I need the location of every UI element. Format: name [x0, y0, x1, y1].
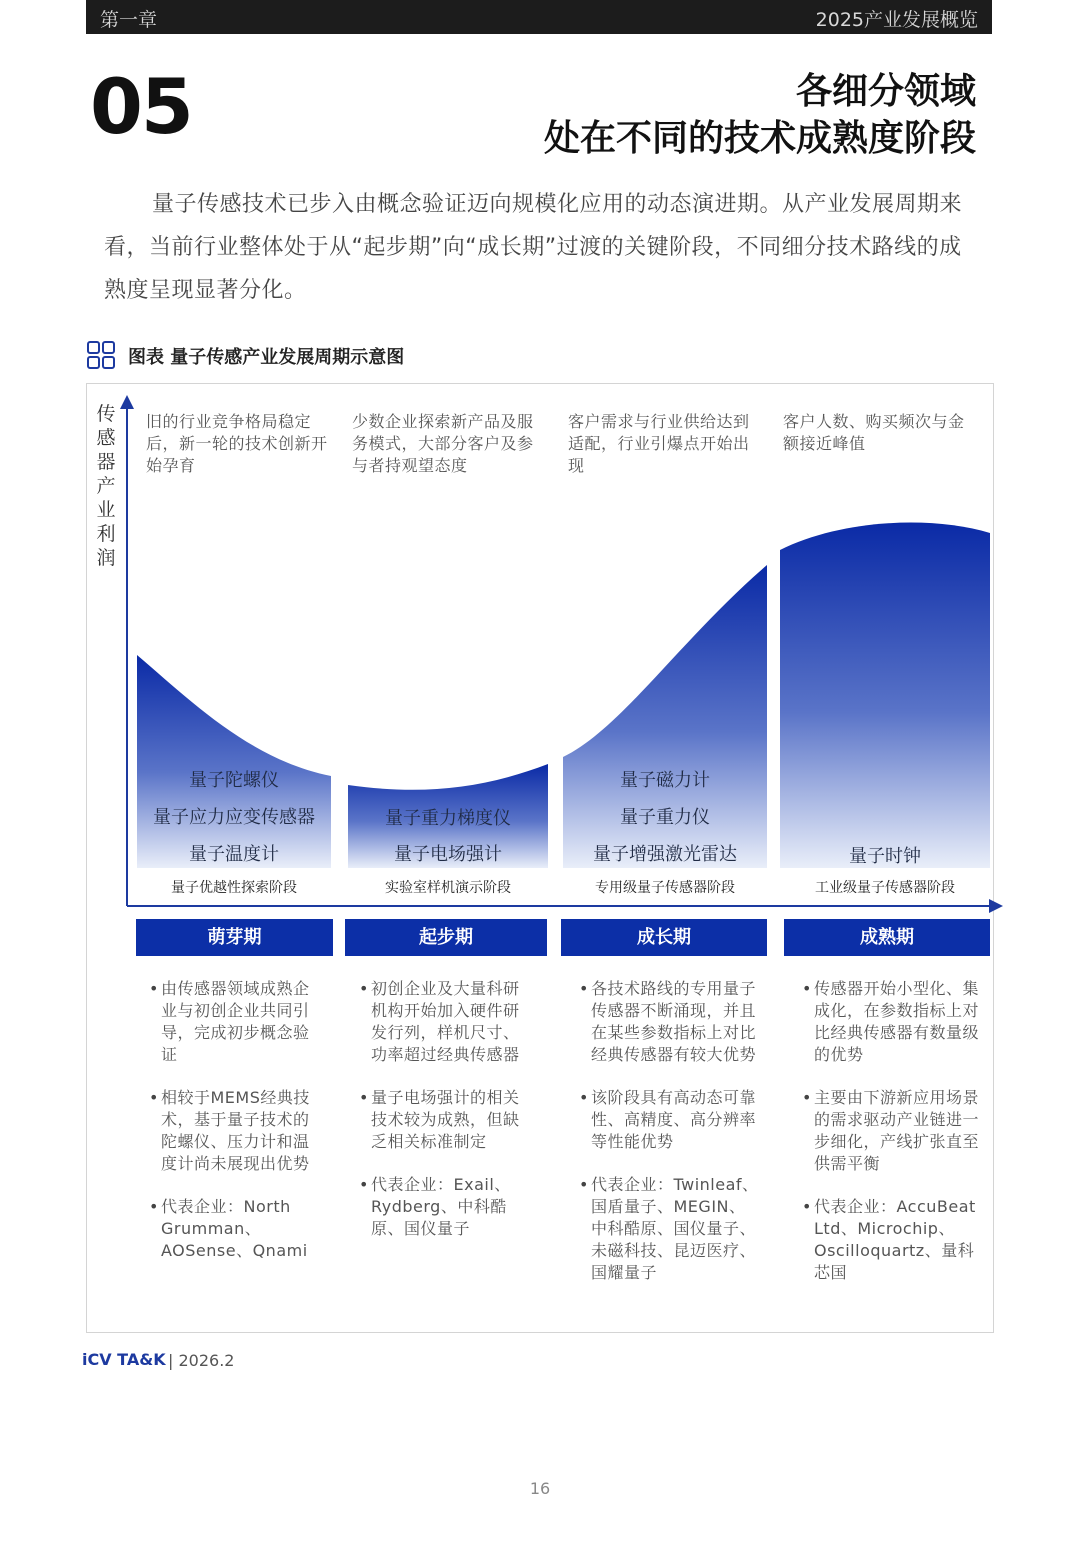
- note-item: • 相较于MEMS经典技术，基于量子技术的陀螺仪、压力计和温度计尚未展现出优势: [149, 1087, 323, 1175]
- phase-area-1: [137, 655, 331, 868]
- phase1-description: 旧的行业竞争格局稳定后，新一轮的技术创新开始孕育: [146, 412, 328, 475]
- note-item: • 代表企业：AccuBeat Ltd、Microchip、Oscilloquartz、量科芯国: [802, 1196, 982, 1284]
- stage-label-4: 工业级量子传感器阶段: [815, 880, 955, 896]
- tech-label: 量子增强激光雷达: [593, 844, 737, 865]
- tech-label: 量子磁力计: [620, 770, 710, 791]
- note-item: • 由传感器领域成熟企业与初创企业共同引导，完成初步概念验证: [149, 978, 323, 1066]
- page-number: 16: [529, 1479, 551, 1498]
- note-item: • 主要由下游新应用场景的需求驱动产业链进一步细化，产线扩张直至供需平衡: [802, 1087, 982, 1175]
- phase-header-sprout: 萌芽期: [136, 919, 333, 956]
- note-item: • 代表企业：North Grumman、AOSense、Qnami: [149, 1196, 323, 1262]
- phase4-notes: [802, 978, 982, 1305]
- footer-logo: iCV TA&K: [82, 1350, 166, 1369]
- phase-header-mature: 成熟期: [784, 919, 990, 956]
- note-item: • 各技术路线的专用量子传感器不断涌现，并且在某些参数指标上对比经典传感器有较大优势: [579, 978, 759, 1066]
- tech-label: 量子温度计: [189, 844, 279, 865]
- note-item: • 初创企业及大量科研机构开始加入硬件研发行列，样机尺寸、功率超过经典传感器: [359, 978, 535, 1066]
- section-number: 05: [90, 62, 192, 151]
- book-title: 2025产业发展概览: [815, 9, 978, 31]
- note-item: • 量子电场强计的相关技术较为成熟，但缺乏相关标准制定: [359, 1087, 535, 1153]
- tech-label: 量子重力梯度仪: [385, 808, 511, 829]
- phase-area-4: [780, 523, 990, 868]
- phase-header-growth: 成长期: [561, 919, 767, 956]
- phase1-notes: [149, 978, 323, 1283]
- figure-title: 图表 量子传感产业发展周期示意图: [128, 347, 405, 368]
- stage-label-3: 专用级量子传感器阶段: [595, 880, 735, 896]
- phase3-description: 客户需求与行业供给达到适配，行业引爆点开始出现: [568, 412, 750, 475]
- footer-date: | 2026.2: [168, 1351, 235, 1370]
- stage-label-2: 实验室样机演示阶段: [385, 880, 511, 896]
- note-item: • 代表企业：Exail、Rydberg、中科酷原、国仪量子: [359, 1174, 535, 1240]
- note-item: • 代表企业：Twinleaf、国盾量子、MEGIN、中科酷原、国仪量子、未磁科技、昆迈医疗、国耀量子: [579, 1174, 759, 1284]
- phase4-description: 客户人数、购买频次与金额接近峰值: [783, 412, 965, 453]
- tech-label: 量子应力应变传感器: [153, 807, 315, 828]
- section-title-line1: 各细分领域: [795, 71, 976, 112]
- section-title-line2: 处在不同的技术成熟度阶段: [543, 118, 976, 159]
- phase2-notes: [359, 978, 535, 1261]
- tech-label: 量子电场强计: [394, 844, 502, 865]
- note-item: • 该阶段具有高动态可靠性、高精度、高分辨率等性能优势: [579, 1087, 759, 1153]
- chapter-label: 第一章: [100, 9, 158, 31]
- phase-header-start: 起步期: [345, 919, 547, 956]
- phase3-notes: [579, 978, 759, 1305]
- tech-label: 量子陀螺仪: [189, 770, 279, 791]
- tech-label: 量子重力仪: [620, 807, 710, 828]
- tech-label: 量子时钟: [849, 846, 921, 867]
- stage-label-1: 量子优越性探索阶段: [171, 880, 297, 896]
- y-axis-label: 传感器产业利润: [96, 403, 116, 569]
- note-item: • 传感器开始小型化、集成化，在参数指标上对比经典传感器有数量级的优势: [802, 978, 982, 1066]
- intro-paragraph: 量子传感技术已步入由概念验证迈向规模化应用的动态演进期。从产业发展周期来看，当前行业整体处于从“起步期”向“成长期”过渡的关键阶段，不同细分技术路线的成熟度呈现显著分化。: [104, 192, 963, 303]
- phase2-description: 少数企业探索新产品及服务模式，大部分客户及参与者持观望态度: [352, 412, 534, 475]
